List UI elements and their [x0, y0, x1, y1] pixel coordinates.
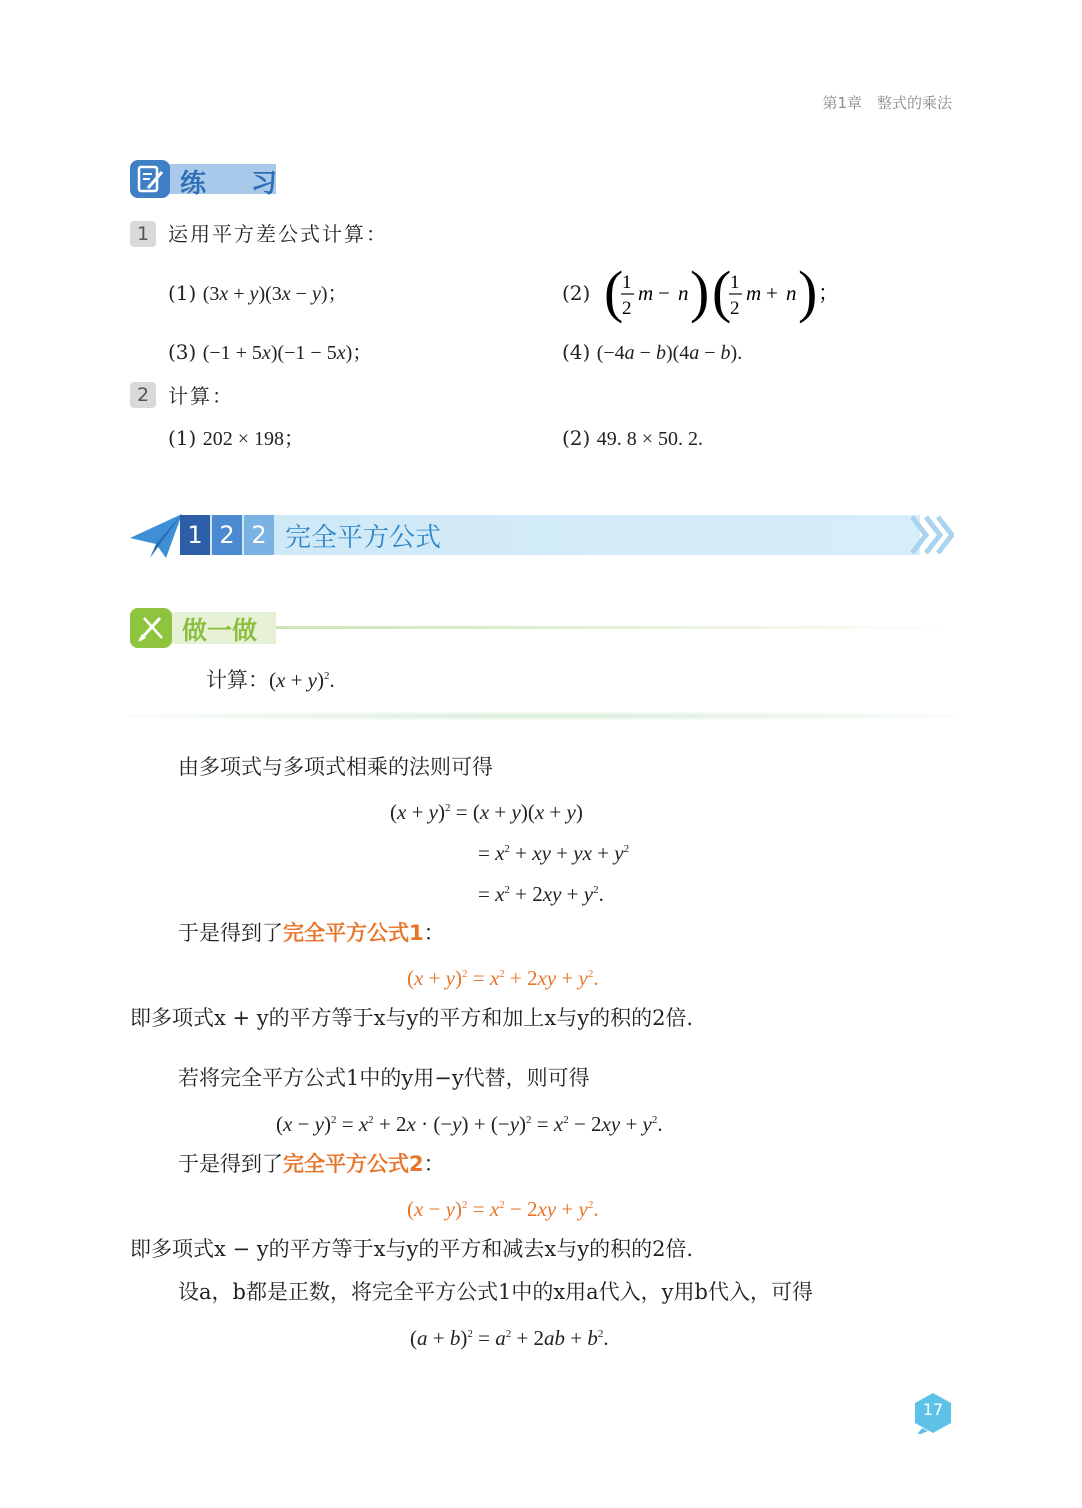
question-number-2: 2 — [130, 382, 156, 408]
item-expr: 202 × 198； — [202, 428, 304, 450]
svg-text:n: n — [786, 281, 797, 305]
q1-item-1: (1) (3x + y)(3x − y)； — [168, 281, 348, 305]
paragraph: 设a，b都是正数，将完全平方公式1中的x用a代入，y用b代入，可得 — [178, 1280, 813, 1304]
q2-item-2 — [562, 424, 703, 453]
svg-text:m: m — [746, 281, 762, 305]
practice-title: 练 习 — [180, 169, 296, 199]
svg-text:1: 1 — [622, 272, 632, 293]
svg-text:1: 1 — [730, 272, 740, 293]
svg-text:m: m — [638, 281, 654, 305]
paragraph: 由多项式与多项式相乘的法则可得 — [178, 755, 493, 779]
paragraph: 于是得到了完全平方公式2： — [178, 1152, 445, 1176]
paragraph: 即多项式x − y的平方等于x与y的平方和减去x与y的积的2倍. — [130, 1237, 694, 1261]
equation-line: $(a + b)^2 = a^2 + 2ab + b^2$. — [410, 1326, 609, 1350]
svg-text:n: n — [678, 281, 689, 305]
notebook-icon — [130, 160, 170, 198]
fraction-expression — [602, 264, 842, 324]
formula-1: $(x + y)^2 = x^2 + 2xy + y^2$. — [407, 966, 599, 990]
paper-plane-icon — [128, 510, 188, 562]
doit-prompt: 计算：$(x + y)^2$. — [206, 668, 335, 692]
item-label: (3) — [168, 340, 197, 364]
section-title: 完全平方公式 — [285, 523, 442, 553]
svg-text:；: ； — [818, 281, 839, 305]
svg-text:): ) — [690, 264, 710, 324]
paragraph: 即多项式x + y的平方等于x与y的平方和加上x与y的积的2倍. — [130, 1006, 694, 1030]
formula-name: 完全平方公式1 — [283, 921, 424, 945]
q1-item-4: (4) (−4a − b)(4a − b). — [562, 340, 743, 364]
pencil-ruler-icon — [130, 608, 172, 648]
item-expr: 49. 8 × 50. 2. — [596, 428, 703, 450]
q2-prompt: 计算： — [168, 384, 234, 408]
formula-name: 完全平方公式2 — [283, 1152, 424, 1176]
svg-text:(: ( — [604, 264, 624, 324]
page-number: 17 — [922, 1400, 944, 1419]
svg-text:2: 2 — [622, 298, 632, 319]
question-number-1: 1 — [130, 221, 156, 247]
equation-line: $(x + y)^2 = (x + y)(x + y)$ — [390, 800, 583, 824]
equation-line: = $x^2$ + xy + yx + $y^2$ — [478, 841, 630, 865]
svg-text:(: ( — [712, 264, 732, 324]
item-label: (1) — [168, 281, 197, 305]
svg-text:+: + — [766, 281, 778, 305]
item-label: (2) — [562, 426, 591, 450]
doit-title: 做一做 — [182, 616, 258, 645]
svg-text:): ) — [798, 264, 818, 324]
divider — [130, 712, 956, 720]
equation-line: = $x^2 + 2xy + y^2$. — [478, 882, 604, 906]
chevron-right-icon — [908, 515, 954, 555]
section-number-part: 2 — [212, 515, 242, 555]
paragraph: 于是得到了完全平方公式1： — [178, 921, 445, 945]
paragraph: 若将完全平方公式1中的y用−y代替，则可得 — [178, 1066, 590, 1090]
section-number-part: 1 — [180, 515, 210, 555]
section-number-part: 2 — [244, 515, 274, 555]
q2-item-1 — [168, 424, 304, 453]
equation-line: $(x - y)^2 = x^2 + 2x \cdot (-y) + (-y)^2 = x^2 - 2xy + y^2$. — [276, 1112, 663, 1136]
item-label: (4) — [562, 340, 591, 364]
q1-prompt: 运用平方差公式计算： — [168, 222, 388, 246]
item-label: (1) — [168, 426, 197, 450]
svg-text:2: 2 — [730, 298, 740, 319]
formula-2: $(x - y)^2 = x^2 - 2xy + y^2$. — [407, 1197, 599, 1221]
q1-item-3: (3) (−1 + 5x)(−1 − 5x)； — [168, 340, 373, 364]
item-label: (2) — [562, 281, 591, 305]
divider — [276, 626, 956, 629]
running-head: 第1章 整式的乘法 — [822, 94, 952, 112]
svg-text:−: − — [658, 281, 670, 305]
